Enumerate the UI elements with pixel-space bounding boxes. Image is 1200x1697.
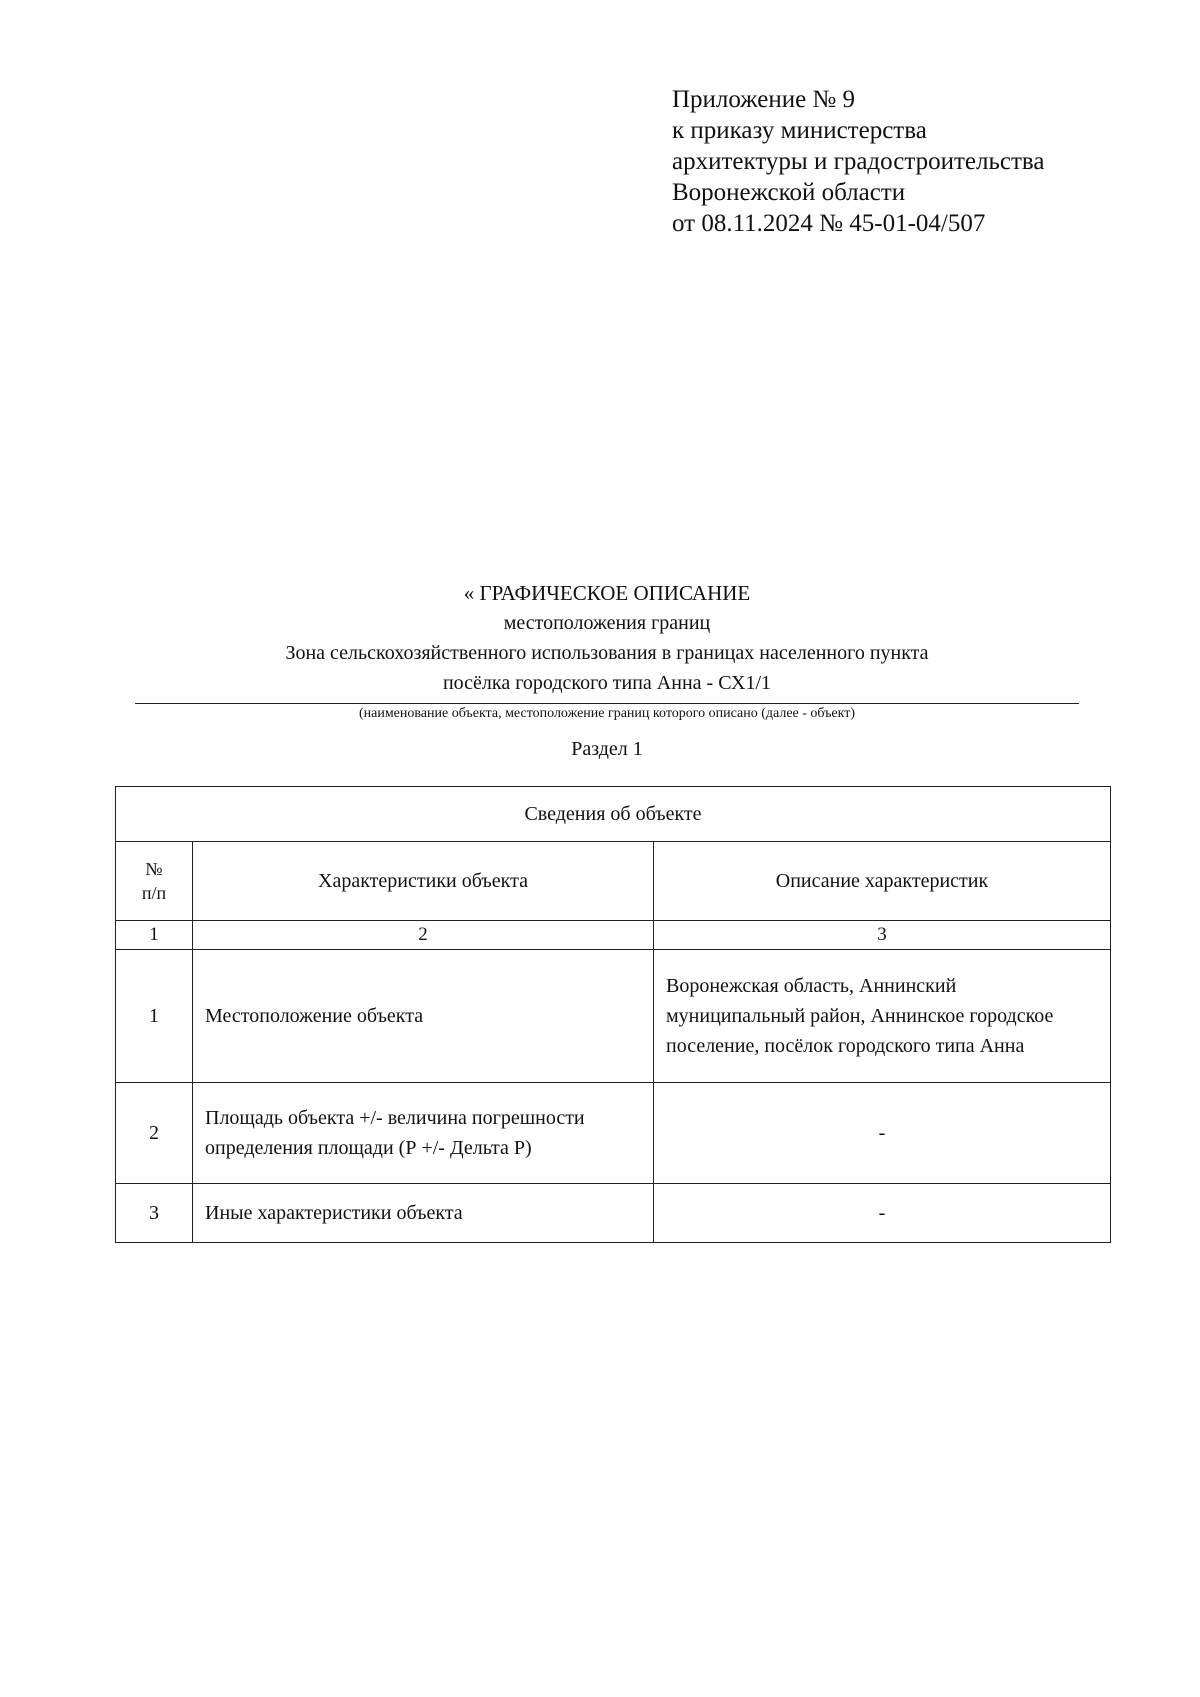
table-caption: Сведения об объекте	[116, 787, 1111, 842]
table-row	[116, 950, 1111, 1083]
appendix-number: Приложение № 9	[672, 86, 856, 113]
header-characteristics: Характеристики объекта	[193, 842, 654, 921]
appendix-ministry: архитектуры и градостроительства	[672, 148, 1045, 175]
table-index-row	[116, 921, 1111, 950]
row-characteristic: Площадь объекта +/- величина погрешности определения площади (Р +/- Дельта Р)	[193, 1083, 654, 1184]
index-cell-3: 3	[654, 921, 1111, 950]
object-name-line1: Зона сельскохозяйственного использования в границах населенного пункта	[285, 642, 929, 664]
table-row	[116, 1083, 1111, 1184]
row-description: Воронежская область, Аннинский муниципальный район, Аннинское городское поселение, посёлок городского типа Анна	[654, 950, 1111, 1083]
appendix-order: к приказу министерства	[672, 117, 927, 144]
row-characteristic: Иные характеристики объекта	[193, 1184, 654, 1243]
section-label: Раздел 1	[571, 738, 643, 760]
object-caption: (наименование объекта, местоположение границ которого описано (далее - объект)	[358, 706, 856, 721]
table-header-row	[116, 842, 1111, 921]
row-number: 1	[116, 950, 193, 1083]
row-description: -	[654, 1184, 1111, 1243]
header-number-abbr: п/п	[141, 883, 167, 903]
header-number	[116, 842, 193, 921]
table-row	[116, 1184, 1111, 1243]
header-description: Описание характеристик	[654, 842, 1111, 921]
appendix-region: Воронежской области	[672, 179, 906, 206]
document-subtitle: местоположения границ	[503, 612, 711, 634]
header-number-symbol: №	[145, 859, 163, 879]
object-info-table	[115, 786, 1111, 1243]
object-name-line2: посёлка городского типа Анна - СХ1/1	[442, 672, 772, 694]
document-title: « ГРАФИЧЕСКОЕ ОПИСАНИЕ	[463, 581, 751, 605]
row-characteristic: Местоположение объекта	[193, 950, 654, 1083]
index-cell-1: 1	[116, 921, 193, 950]
document-heading	[135, 578, 1079, 764]
row-number: 2	[116, 1083, 193, 1184]
appendix-date: от 08.11.2024 № 45-01-04/507	[672, 210, 986, 237]
index-cell-2: 2	[193, 921, 654, 950]
row-number: 3	[116, 1184, 193, 1243]
row-description: -	[654, 1083, 1111, 1184]
appendix-header	[672, 84, 1044, 239]
